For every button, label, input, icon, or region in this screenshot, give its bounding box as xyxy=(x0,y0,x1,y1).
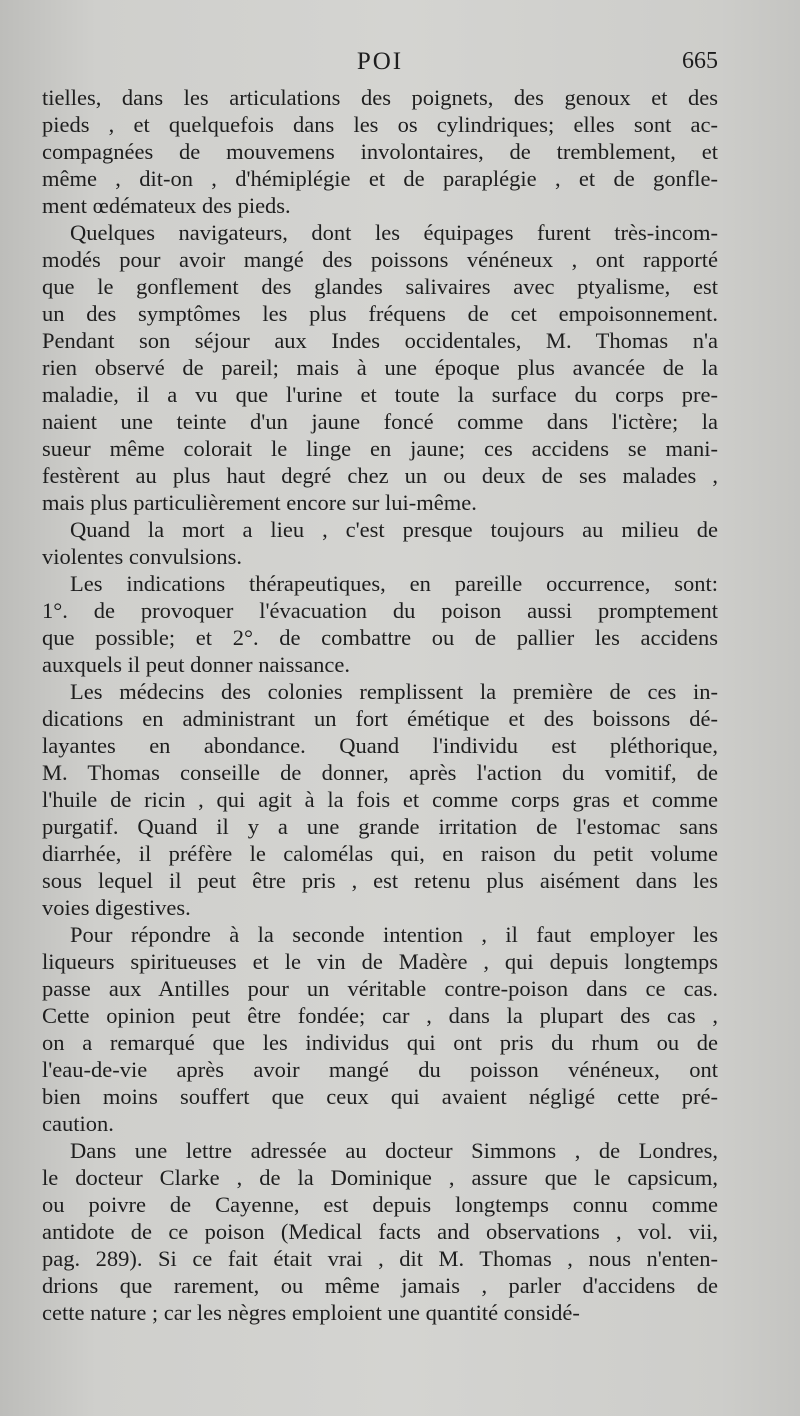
text-line: ment œdémateux des pieds. xyxy=(42,193,291,218)
text-line: compagnées de mouvemens involontaires, de tremblement, et xyxy=(42,139,718,164)
paragraph xyxy=(42,516,718,570)
text-line: l'eau-de-vie après avoir mangé du poisson vénéneux, ont xyxy=(42,1057,718,1082)
text-line: même , dit-on , d'hémiplégie et de paraplégie , et de gonfle- xyxy=(42,166,718,191)
text-line: maladie, il a vu que l'urine et toute la surface du corps pre- xyxy=(42,382,718,407)
text-line: auxquels il peut donner naissance. xyxy=(42,652,351,677)
text-line: antidote de ce poison (Medical facts and observations , vol. vii, xyxy=(42,1219,718,1244)
text-line: ou poivre de Cayenne, est depuis longtemps connu comme xyxy=(42,1192,718,1217)
text-line: festèrent au plus haut degré chez un ou deux de ses malades , xyxy=(42,463,718,488)
paragraph xyxy=(42,570,718,678)
text-line: Les indications thérapeutiques, en pareille occurrence, sont: xyxy=(70,571,718,596)
text-line: Cette opinion peut être fondée; car , dans la plupart des cas , xyxy=(42,1003,718,1028)
text-line: Quelques navigateurs, dont les équipages furent très-incom- xyxy=(70,220,718,245)
text-line: on a remarqué que les individus qui ont pris du rhum ou de xyxy=(42,1030,718,1055)
text-line: naient une teinte d'un jaune foncé comme dans l'ictère; la xyxy=(42,409,718,434)
text-line: 1°. de provoquer l'évacuation du poison aussi promptement xyxy=(42,598,718,623)
text-line: un des symptômes les plus fréquens de cet empoisonnement. xyxy=(42,301,718,326)
text-line: cette nature ; car les nègres emploient une quantité considé- xyxy=(42,1300,580,1325)
text-line: Dans une lettre adressée au docteur Simmons , de Londres, xyxy=(70,1138,718,1163)
paragraph xyxy=(42,921,718,1137)
text-line: passe aux Antilles pour un véritable contre-poison dans ce cas. xyxy=(42,976,718,1001)
page-number: 665 xyxy=(682,48,718,74)
text-line: tielles, dans les articulations des poignets, des genoux et des xyxy=(42,85,718,110)
text-line: dications en administrant un fort émétique et des boissons dé- xyxy=(42,706,718,731)
text-line: caution. xyxy=(42,1111,114,1136)
body-text xyxy=(42,84,718,1326)
text-line: que possible; et 2°. de combattre ou de pallier les accidens xyxy=(42,625,718,650)
text-line: Pour répondre à la seconde intention , il faut employer les xyxy=(70,922,718,947)
text-line: que le gonflement des glandes salivaires avec ptyalisme, est xyxy=(42,274,718,299)
text-line: diarrhée, il préfère le calomélas qui, en raison du petit volume xyxy=(42,841,718,866)
text-line: voies digestives. xyxy=(42,895,191,920)
paragraph xyxy=(42,678,718,921)
text-line: violentes convulsions. xyxy=(42,544,242,569)
text-line: Pendant son séjour aux Indes occidentales, M. Thomas n'a xyxy=(42,328,718,353)
text-line: mais plus particulièrement encore sur lui-même. xyxy=(42,490,477,515)
text-line: Les médecins des colonies remplissent la première de ces in- xyxy=(70,679,718,704)
paragraph xyxy=(42,84,718,219)
text-line: modés pour avoir mangé des poissons vénéneux , ont rapporté xyxy=(42,247,718,272)
text-line: liqueurs spiritueuses et le vin de Madère , qui depuis longtemps xyxy=(42,949,718,974)
text-line: pag. 289). Si ce fait était vrai , dit M. Thomas , nous n'enten- xyxy=(42,1246,718,1271)
text-line: purgatif. Quand il y a une grande irritation de l'estomac sans xyxy=(42,814,718,839)
paragraph xyxy=(42,219,718,516)
text-line: le docteur Clarke , de la Dominique , assure que le capsicum, xyxy=(42,1165,718,1190)
text-line: pieds , et quelquefois dans les os cylindriques; elles sont ac- xyxy=(42,112,718,137)
text-line: Quand la mort a lieu , c'est presque toujours au milieu de xyxy=(70,517,718,542)
page-header xyxy=(42,48,718,82)
text-line: sueur même colorait le linge en jaune; ces accidens se mani- xyxy=(42,436,718,461)
paragraph xyxy=(42,1137,718,1326)
text-line: layantes en abondance. Quand l'individu est pléthorique, xyxy=(42,733,718,758)
text-line: M. Thomas conseille de donner, après l'action du vomitif, de xyxy=(42,760,718,785)
text-line: drions que rarement, ou même jamais , parler d'accidens de xyxy=(42,1273,718,1298)
text-line: rien observé de pareil; mais à une époque plus avancée de la xyxy=(42,355,718,380)
running-title: POI xyxy=(356,48,404,75)
text-line: bien moins souffert que ceux qui avaient négligé cette pré- xyxy=(42,1084,718,1109)
text-line: l'huile de ricin , qui agit à la fois et comme corps gras et comme xyxy=(42,787,718,812)
text-line: sous lequel il peut être pris , est retenu plus aisément dans les xyxy=(42,868,718,893)
